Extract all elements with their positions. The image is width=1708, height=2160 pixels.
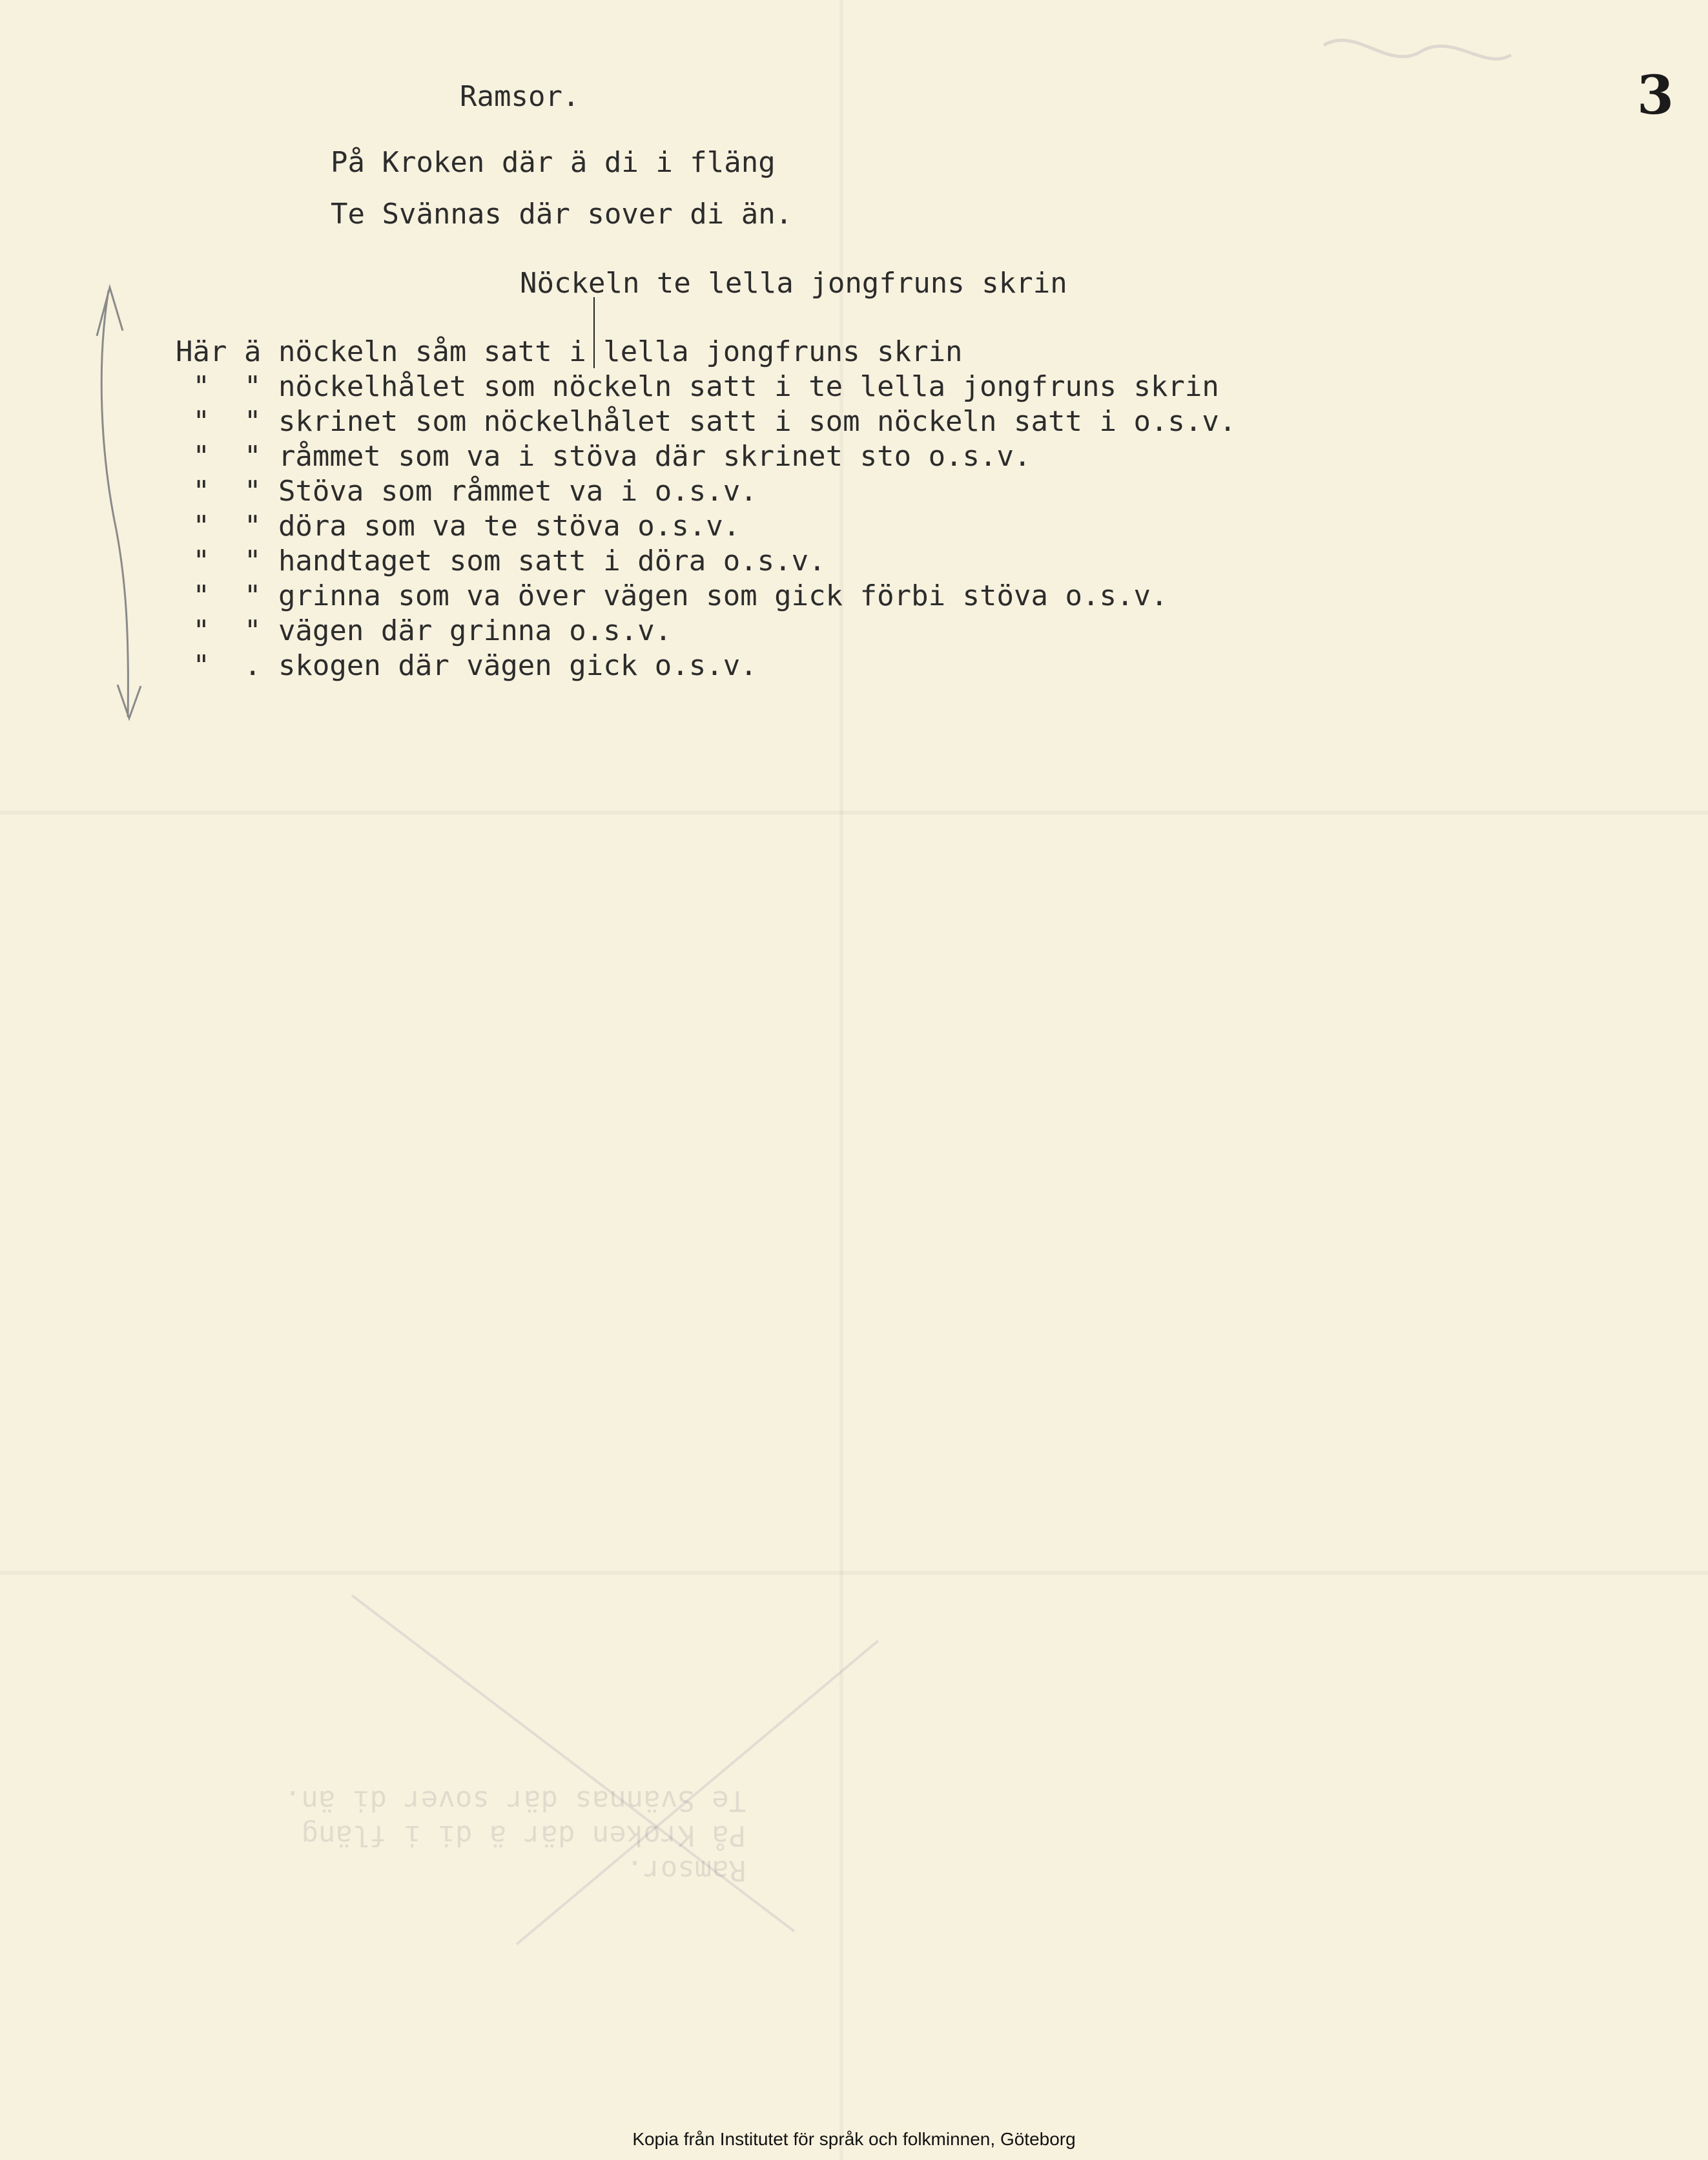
arrow-up-icon: [97, 287, 123, 336]
faint-cross-mark: [352, 1595, 794, 1931]
page-number: 3: [1637, 65, 1674, 127]
rhyme2-line: " " döra som va te stöva o.s.v.: [176, 510, 741, 543]
bleed-through-text: Ramsor. På Kroken där ä di i fläng Te Svännas där sover di än.: [284, 1784, 746, 1887]
rhyme2-line: " " skrinet som nöckelhålet satt i som nöckeln satt i o.s.v.: [176, 405, 1237, 438]
rhyme2-line: Här ä nöckeln såm satt i lella jongfruns skrin: [176, 335, 963, 368]
archive-footer: Kopia från Institutet för språk och folkminnen, Göteborg: [632, 2129, 1076, 2149]
faint-signature: [1324, 40, 1511, 59]
pencil-bracket-line: [101, 291, 128, 717]
arrow-down-icon: [118, 685, 141, 718]
rhyme2-line: " " nöckelhålet som nöckeln satt i te lella jongfruns skrin: [176, 370, 1219, 403]
rhyme1-line: På Kroken där ä di i fläng: [331, 146, 776, 179]
page-title: Ramsor.: [460, 80, 580, 113]
rhyme1-line: Te Svännas där sover di än.: [331, 198, 793, 231]
rhyme2-line: " " handtaget som satt i döra o.s.v.: [176, 545, 826, 577]
faint-cross-mark: [517, 1641, 878, 1944]
rhyme2-line: " " råmmet som va i stöva där skrinet sto o.s.v.: [176, 440, 1031, 473]
rhyme2-line: " " vägen där grinna o.s.v.: [176, 614, 672, 647]
rhyme2-title: Nöckeln te lella jongfruns skrin: [520, 267, 1067, 300]
rhyme2-line: " " grinna som va över vägen som gick förbi stöva o.s.v.: [176, 579, 1168, 612]
rhyme2-line: " " Stöva som råmmet va i o.s.v.: [176, 475, 757, 508]
rhyme2-line: " . skogen där vägen gick o.s.v.: [176, 649, 757, 682]
